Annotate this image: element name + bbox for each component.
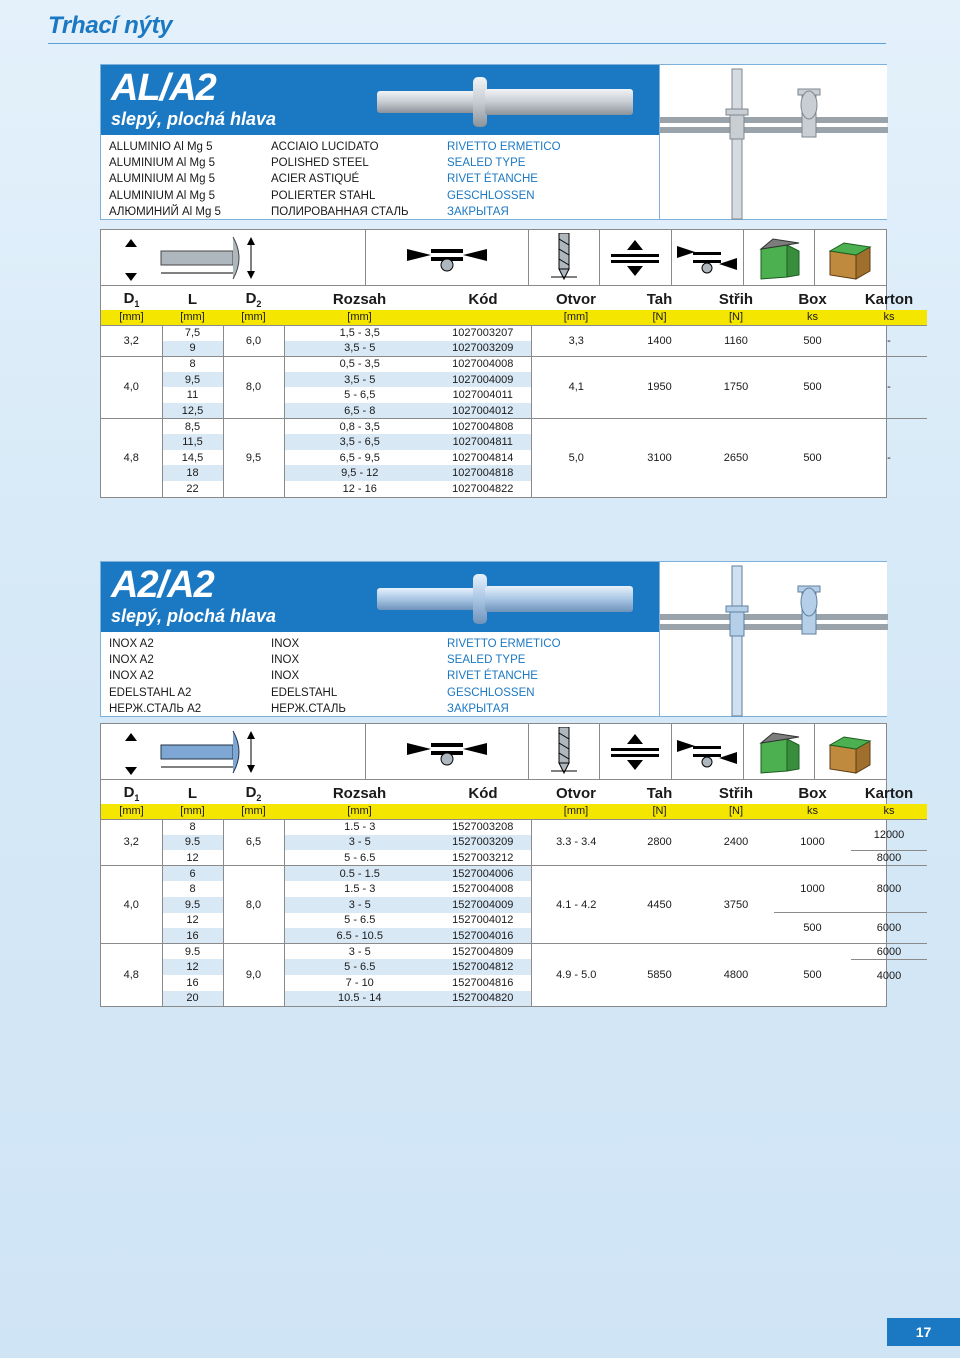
col-header-rozsah: Rozsah <box>332 290 387 308</box>
rivet-dimensions-icon <box>101 230 366 285</box>
spec-table-al-a2 <box>100 229 914 498</box>
col-header-d2: $D_2$ <box>245 783 262 803</box>
material-list-primary <box>109 636 201 717</box>
material-line: SEALED TYPE <box>447 157 526 170</box>
table-row: 3,2 7,5 6,0 1,5 - 3,5 1027003207 3,3 1400 1160 500 - <box>101 325 927 341</box>
table-row: 3,2 8 6,5 1.5 - 3 1527003208 3.3 - 3.4 2800 2400 1000 12000 <box>101 819 927 835</box>
material-line: EDELSTAHL A2 <box>109 686 192 699</box>
rivet-installation-diagram <box>659 562 887 716</box>
rivet-installation-diagram <box>659 65 887 219</box>
material-line: GESCHLOSSEN <box>447 189 535 202</box>
material-list-mandrel <box>271 636 346 717</box>
col-header-l: L <box>187 290 198 308</box>
section-title: A2/A2 <box>111 564 214 606</box>
box-icon <box>744 724 815 779</box>
col-header-tah: Tah <box>646 290 673 308</box>
material-line: ALUMINIUM Al Mg 5 <box>109 157 216 170</box>
col-header-otvor: Otvor <box>555 290 596 308</box>
grip-range-icon <box>366 230 529 285</box>
data-table <box>101 780 927 1006</box>
table-row: 4,0 6 8,0 0.5 - 1.5 1527004006 4.1 - 4.2 4450 3750 1000 8000 <box>101 866 927 882</box>
section-subtitle: slepý, plochá hlava <box>111 606 277 626</box>
table-row: 4,0 8 8,0 0,5 - 3,5 1027004008 4,1 1950 1750 500 - <box>101 356 927 372</box>
material-line: ALUMINIUM Al Mg 5 <box>109 189 216 202</box>
table-row: 12 5 - 6.5 1527004012 500 6000 <box>101 913 927 929</box>
table-row: 12 5 - 6.5 1527004812 4000 <box>101 959 927 975</box>
table-row: 16 7 - 10 1527004816 <box>186 976 514 989</box>
installed-rivet-icon <box>660 562 888 718</box>
box-icon <box>744 230 815 285</box>
col-header-karton: Karton <box>864 290 914 308</box>
drill-hole-icon <box>529 724 600 779</box>
col-header-d2: $D_2$ <box>245 289 262 309</box>
col-header-box: Box <box>798 290 827 308</box>
material-line: INOX <box>271 638 300 650</box>
material-list-type <box>447 139 561 220</box>
material-line: POLIERTER STAHL <box>271 189 376 202</box>
table-row: 11,5 3,5 - 6,5 1027004811 <box>101 434 927 450</box>
page-title: Trhací nýty <box>48 12 173 39</box>
material-list-type <box>447 636 561 717</box>
col-header-karton: Karton <box>864 784 914 802</box>
installed-rivet-icon <box>660 65 888 221</box>
table-row: 12,5 6,5 - 8 1027004012 <box>101 403 927 419</box>
col-header-strih: Střih <box>718 784 754 802</box>
page-number: 17 <box>887 1318 960 1346</box>
material-line: ЗАКРЫТАЯ <box>447 702 509 715</box>
section-header-a2-a2 <box>100 561 887 717</box>
units-row: [mm] [mm] [mm] [mm] [mm] [N] [N] ks ks <box>101 310 927 325</box>
material-line: ALLUMINIO Al Mg 5 <box>109 141 213 153</box>
material-line: АЛЮМИНИЙ Al Mg 5 <box>109 205 221 218</box>
material-list-primary <box>109 139 221 220</box>
carton-icon <box>815 724 886 779</box>
icon-row <box>101 230 886 286</box>
col-header-kod: Kód <box>468 784 498 802</box>
header-banner <box>101 65 659 135</box>
material-line: ПОЛИРОВАННАЯ СТАЛЬ <box>271 205 409 218</box>
table-row: 9,5 3,5 - 5 1027004009 <box>101 372 927 388</box>
table-row: 14,5 6,5 - 9,5 1027004814 <box>181 451 514 464</box>
header-row <box>101 780 927 804</box>
spec-table-a2-a2 <box>100 723 914 1007</box>
material-line: INOX A2 <box>109 638 154 650</box>
col-header-otvor: Otvor <box>555 784 596 802</box>
table-row: 11 5 - 6,5 1027004011 <box>186 389 513 402</box>
col-header-d1: $D_1$ <box>123 289 140 309</box>
rivet-dimensions-icon <box>101 724 366 779</box>
material-line: ACCIAIO LUCIDATO <box>271 141 379 153</box>
table-row: 18 9,5 - 12 1027004818 <box>101 465 927 481</box>
header-banner <box>101 562 659 632</box>
material-line: ALUMINIUM Al Mg 5 <box>109 173 216 186</box>
material-line: POLISHED STEEL <box>271 157 369 170</box>
data-table <box>101 286 927 497</box>
material-line: INOX <box>271 670 300 683</box>
shear-icon <box>672 230 744 285</box>
table-row: 12 5 - 6.5 1527003212 8000 <box>101 850 927 866</box>
header-row <box>101 286 927 310</box>
section-header-al-a2 <box>100 64 887 220</box>
grip-range-icon <box>366 724 529 779</box>
tensile-icon <box>600 230 671 285</box>
table-row: 9 3,5 - 5 1027003209 <box>101 341 927 357</box>
table-row: 4,8 9.5 9,0 3 - 5 1527004809 4.9 - 5.0 5850 4800 500 6000 <box>101 944 927 960</box>
table-row: 22 12 - 16 1027004822 <box>186 482 514 495</box>
material-line: INOX A2 <box>109 654 154 667</box>
col-header-strih: Střih <box>718 290 754 308</box>
material-line: ЗАКРЫТАЯ <box>447 205 509 218</box>
section-title: AL/A2 <box>111 67 216 109</box>
material-line: RIVETTO ERMETICO <box>447 141 561 153</box>
material-line: RIVETTO ERMETICO <box>447 638 561 650</box>
rivet-product-icon <box>377 75 633 127</box>
shear-icon <box>672 724 744 779</box>
material-line: ACIER ASTIQUÉ <box>271 173 360 186</box>
table-row: 4,8 8,5 9,5 0,8 - 3,5 1027004808 5,0 3100 2650 500 - <box>101 419 927 435</box>
col-header-kod: Kód <box>468 290 498 308</box>
rivet-product-icon <box>377 572 633 624</box>
col-header-tah: Tah <box>646 784 673 802</box>
title-divider <box>48 43 886 44</box>
col-header-box: Box <box>798 784 827 802</box>
units-row: [mm] [mm] [mm] [mm] [mm] [N] [N] ks ks <box>101 804 927 819</box>
table-row: 16 6.5 - 10.5 1527004016 <box>101 928 927 944</box>
icon-row <box>101 724 886 780</box>
tensile-icon <box>600 724 671 779</box>
material-line: НЕРЖ.СТАЛЬ A2 <box>109 702 202 715</box>
material-line: RIVET ÉTANCHE <box>447 670 538 683</box>
carton-icon <box>815 230 886 285</box>
col-header-l: L <box>187 784 198 802</box>
table-row: 8 1.5 - 3 1527004008 <box>189 883 514 896</box>
material-line: SEALED TYPE <box>447 654 526 667</box>
material-line: RIVET ÉTANCHE <box>447 173 538 186</box>
material-line: GESCHLOSSEN <box>447 686 535 699</box>
drill-hole-icon <box>529 230 600 285</box>
table-row: 9.5 3 - 5 1527003209 <box>101 835 927 851</box>
material-line: НЕРЖ.СТАЛЬ <box>271 702 346 715</box>
table-row: 9.5 3 - 5 1527004009 <box>101 897 927 913</box>
material-line: INOX A2 <box>109 670 154 683</box>
material-line: EDELSTAHL <box>271 686 338 699</box>
section-subtitle: slepý, plochá hlava <box>111 109 277 129</box>
material-list-mandrel <box>271 139 409 220</box>
col-header-d1: $D_1$ <box>123 783 140 803</box>
col-header-rozsah: Rozsah <box>332 784 387 802</box>
material-line: INOX <box>271 654 300 667</box>
table-row: 20 10.5 - 14 1527004820 <box>101 991 927 1007</box>
